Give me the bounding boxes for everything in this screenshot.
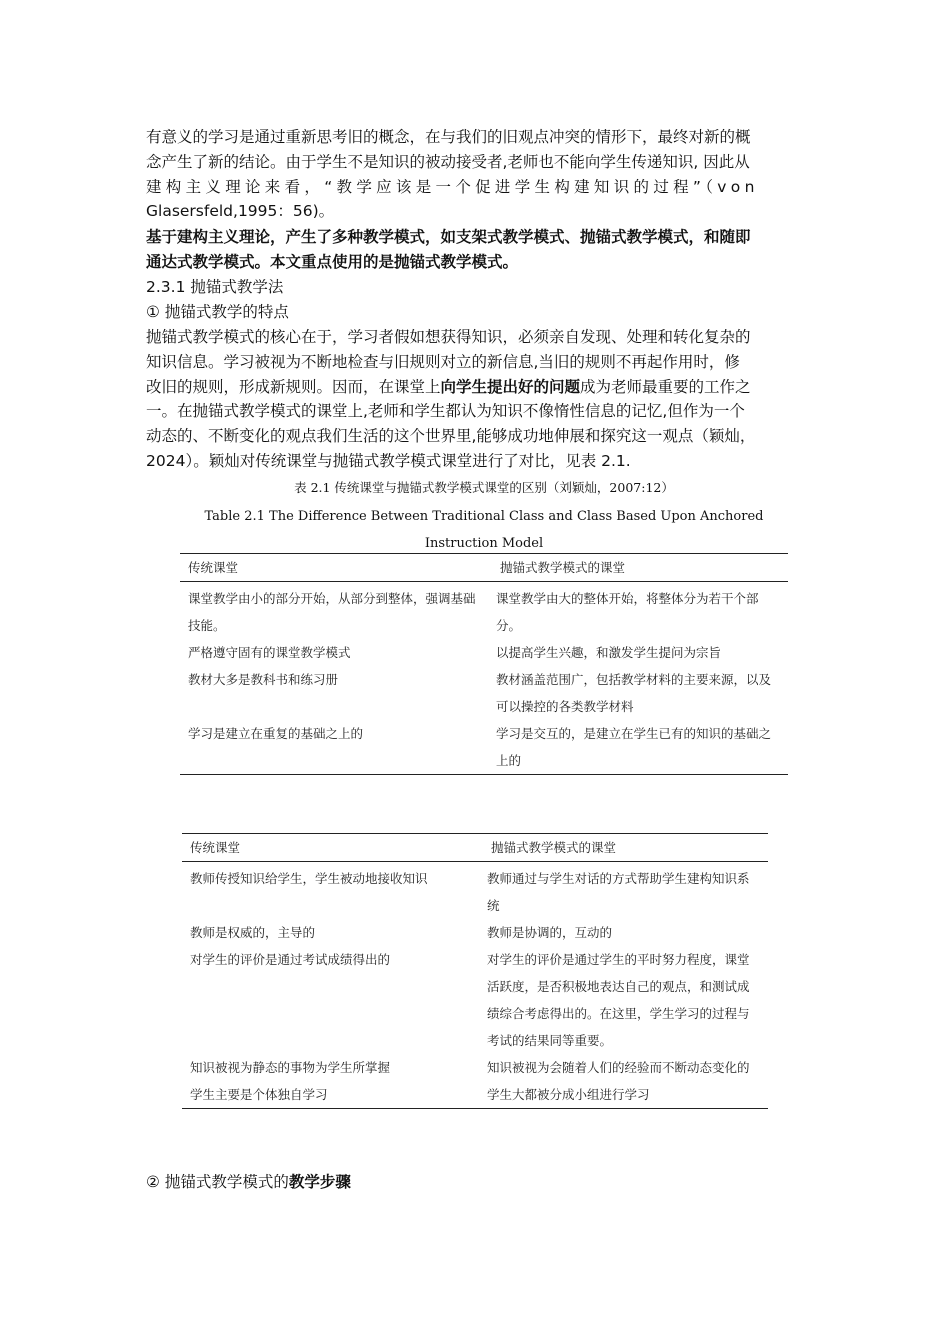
paragraph-constructivism (146, 125, 802, 224)
table-row (180, 666, 788, 720)
column-header-anchored: 抛锚式教学模式的课堂 (492, 554, 788, 582)
table-cell: 严格遵守固有的课堂教学模式 (188, 645, 351, 660)
comparison-table-2 (182, 833, 768, 1109)
table-row (180, 720, 788, 775)
table-caption-chinese: 表 2.1 传统课堂与抛锚式教学模式课堂的区别（刘颖灿，2007:12） (294, 480, 674, 495)
text-span: 成为老师最重要的工作之 (580, 377, 751, 396)
table-cell: 对学生的评价是通过学生的平时努力程度，课堂活跃度，是否积极地表达自己的观点，和测试成绩综合考虑得出的。在这里，学生学习的过程与考试的结果同等重要。 (487, 952, 750, 1048)
comparison-table-1 (180, 553, 788, 775)
text-line (146, 375, 802, 400)
subheading-teaching-steps (146, 1170, 802, 1195)
table-cell: 学生主要是个体独自学习 (182, 1081, 483, 1109)
table-cell: 教师通过与学生对话的方式帮助学生建构知识系统 (487, 871, 750, 913)
text-line: 念产生了新的结论。由于学生不是知识的被动接受者,老师也不能向学生传递知识, 因此从 (146, 152, 750, 171)
section-heading-2-3-1: 2.3.1 抛锚式教学法 (146, 278, 284, 296)
text-line: 建构主义理论来看，“教学应该是一个促进学生构建知识的过程”（von (146, 177, 759, 196)
table-cell: 教材大多是教科书和练习册 (188, 672, 339, 687)
text-line: 基于建构主义理论，产生了多种教学模式，如支架式教学模式、抛锚式教学模式，和随即 (146, 228, 751, 246)
table-row (182, 862, 768, 920)
table-row (182, 1081, 768, 1109)
column-header-traditional: 传统课堂 (180, 554, 492, 582)
table-cell: 教师传授知识给学生，学生被动地接收知识 (190, 871, 428, 886)
text-line: 知识信息。学习被视为不断地检查与旧规则对立的新信息,当旧的规则不再起作用时，修 (146, 352, 740, 371)
table-row (182, 1054, 768, 1081)
column-header-anchored: 抛锚式教学模式的课堂 (483, 834, 768, 862)
subheading-characteristics: ① 抛锚式教学的特点 (146, 303, 289, 321)
table-cell: 学生大都被分成小组进行学习 (483, 1081, 768, 1109)
table-cell: 知识被视为会随着人们的经验而不断动态变化的 (487, 1060, 750, 1075)
text-line: 动态的、不断变化的观点我们生活的这个世界里,能够成功地伸展和探究这一观点（颖灿， (146, 427, 756, 446)
text-span: 改旧的规则，形成新规则。因而，在课堂上 (146, 377, 441, 396)
table-row (182, 919, 768, 946)
text-line: 2024）。颖灿对传统课堂与抛锚式教学模式课堂进行了对比，见表 2.1. (146, 451, 631, 470)
table-row (182, 946, 768, 1054)
table-cell: 教师是协调的，互动的 (487, 925, 613, 940)
text-line: 有意义的学习是通过重新思考旧的概念，在与我们的旧观点冲突的情形下，最终对新的概 (146, 128, 751, 146)
table-cell: 教材涵盖范围广，包括教学材料的主要来源，以及可以操控的各类教学材料 (496, 672, 772, 714)
emphasis-text: 向学生提出好的问题 (440, 377, 581, 396)
table-cell: 教师是权威的，主导的 (190, 925, 316, 940)
table-cell: 课堂教学由小的部分开始，从部分到整体，强调基础技能。 (188, 591, 476, 633)
table-header-row (182, 834, 768, 862)
table-cell: 学习是建立在重复的基础之上的 (180, 720, 492, 775)
table-cell: 知识被视为静态的事物为学生所掌握 (190, 1060, 391, 1075)
text-span: ② 抛锚式教学模式的 (146, 1173, 289, 1191)
table-cell: 对学生的评价是通过考试成绩得出的 (190, 952, 391, 967)
table-header-row (180, 554, 788, 582)
text-line: 通达式教学模式。本文重点使用的是抛锚式教学模式。 (146, 252, 519, 271)
paragraph-teaching-models (146, 225, 802, 275)
table-row (180, 639, 788, 666)
text-line: 抛锚式教学模式的核心在于，学习者假如想获得知识，必须亲自发现、处理和转化复杂的 (146, 328, 751, 346)
table-cell: 课堂教学由大的整体开始，将整体分为若干个部分。 (496, 591, 759, 633)
table-cell: 以提高学生兴趣，和激发学生提问为宗旨 (496, 645, 722, 660)
column-header-traditional: 传统课堂 (182, 834, 483, 862)
table-row (180, 582, 788, 640)
table-caption-english: Table 2.1 The Difference Between Traditional Class and Class Based Upon Anchored Instruction Model (204, 509, 764, 551)
text-line: Glasersfeld,1995：56)。 (146, 202, 335, 221)
emphasis-text: 教学步骤 (288, 1173, 351, 1191)
text-line: 一。在抛锚式教学模式的课堂上,老师和学生都认为知识不像惰性信息的记忆,但作为一个 (146, 402, 745, 421)
table-cell: 学习是交互的，是建立在学生已有的知识的基础之上的 (492, 720, 788, 775)
paragraph-anchored-instruction (146, 325, 802, 474)
